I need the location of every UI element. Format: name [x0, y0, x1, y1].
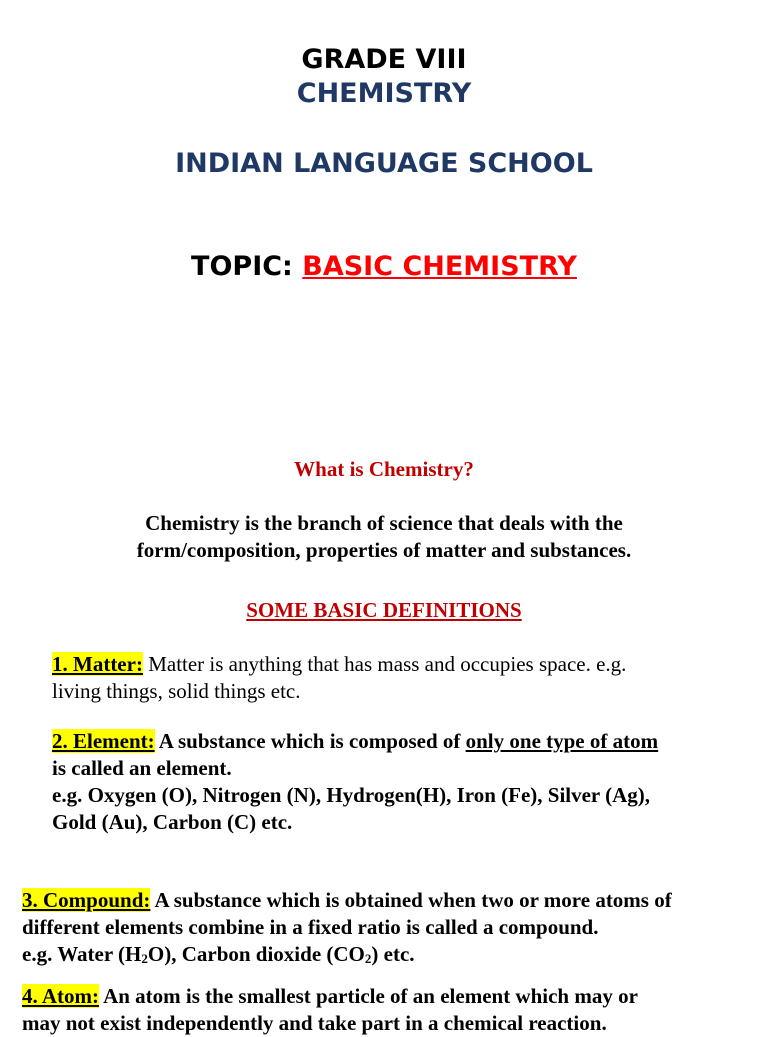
compound-line-2: different elements combine in a fixed ratio is called a compound.: [22, 915, 599, 939]
definitions-heading: SOME BASIC DEFINITIONS: [246, 598, 522, 622]
grade-title: GRADE VIII: [301, 44, 467, 75]
element-emphasis: only one type of atom: [465, 729, 659, 753]
topic-label: TOPIC:: [191, 251, 293, 282]
intro-line-1: Chemistry is the branch of science that deals with the: [145, 511, 623, 535]
matter-line-2: living things, solid things etc.: [52, 679, 301, 703]
compound-term: 3. Compound:: [22, 888, 151, 912]
atom-term: 4. Atom:: [22, 984, 99, 1008]
matter-term: 1. Matter:: [52, 652, 143, 676]
intro-question: What is Chemistry?: [294, 457, 474, 481]
topic-heading: [0, 250, 768, 284]
element-line-3: e.g. Oxygen (O), Nitrogen (N), Hydrogen(H), Iron (Fe), Silver (Ag),: [52, 783, 651, 807]
compound-example: e.g. Water $(H_2O)$, Carbon dioxide $(CO_2)$ etc.: [22, 942, 415, 966]
school-name: INDIAN LANGUAGE SCHOOL: [175, 148, 593, 179]
subject-title: CHEMISTRY: [296, 78, 472, 109]
element-line-4: Gold (Au), Carbon (C) etc.: [52, 810, 293, 834]
compound-line-1: 3. Compound: A substance which is obtained when two or more atoms of: [22, 888, 672, 912]
element-term: 2. Element:: [52, 729, 155, 753]
element-line-2: is called an element.: [52, 756, 232, 780]
matter-line-1: 1. Matter: Matter is anything that has mass and occupies space. e.g.: [52, 652, 627, 676]
element-line-1: 2. Element: A substance which is composed of only one type of atom: [52, 729, 659, 753]
intro-line-2: form/composition, properties of matter and substances.: [136, 538, 632, 562]
atom-line-2: may not exist independently and take part in a chemical reaction.: [22, 1011, 607, 1035]
atom-line-1: 4. Atom: An atom is the smallest particle of an element which may or: [22, 984, 638, 1008]
topic-value: BASIC CHEMISTRY: [302, 251, 577, 282]
